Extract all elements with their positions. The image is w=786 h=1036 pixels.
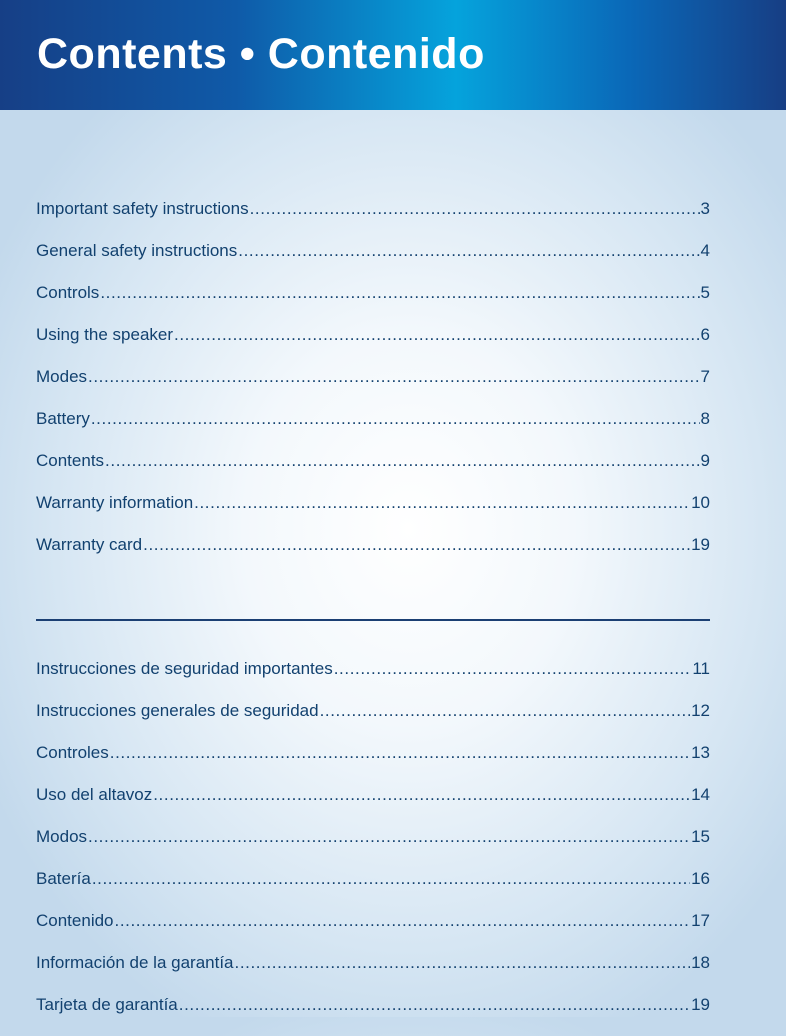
toc-entry-label: Tarjeta de garantía bbox=[36, 995, 178, 1014]
toc-entry[interactable] bbox=[36, 198, 710, 240]
toc-entry-label: Contents bbox=[36, 451, 105, 470]
section-divider bbox=[36, 619, 710, 621]
toc-entry-label: Important safety instructions bbox=[36, 199, 249, 218]
dot-leader bbox=[105, 450, 699, 472]
toc-entry-page: 4 bbox=[700, 241, 710, 260]
toc-entry-label: Batería bbox=[36, 869, 91, 888]
toc-entry[interactable] bbox=[36, 826, 710, 868]
toc-entry-label: Contenido bbox=[36, 911, 114, 930]
toc-entry-label: Información de la garantía bbox=[36, 953, 234, 972]
toc-entry[interactable] bbox=[36, 534, 710, 576]
toc-entry-label: Instrucciones de seguridad importantes bbox=[36, 659, 333, 678]
dot-leader bbox=[250, 198, 700, 220]
toc-entry-page: 5 bbox=[700, 283, 710, 302]
dot-leader bbox=[110, 742, 690, 764]
dot-leader bbox=[235, 952, 691, 974]
toc-entry-page: 10 bbox=[691, 493, 710, 512]
toc-entry-page: 19 bbox=[691, 995, 710, 1014]
toc-entry[interactable] bbox=[36, 868, 710, 910]
toc-entry-label: Controles bbox=[36, 743, 109, 762]
dot-leader bbox=[194, 492, 690, 514]
toc-entry-label: Warranty card bbox=[36, 535, 143, 554]
dot-leader bbox=[143, 534, 690, 556]
toc-entry[interactable] bbox=[36, 366, 710, 408]
dot-leader bbox=[88, 366, 700, 388]
page-title: Contents • Contenido bbox=[37, 30, 485, 78]
dot-leader bbox=[153, 784, 690, 806]
toc-entry-page: 13 bbox=[691, 743, 710, 762]
toc-entry[interactable] bbox=[36, 240, 710, 282]
toc-entry-label: Uso del altavoz bbox=[36, 785, 153, 804]
dot-leader bbox=[91, 408, 700, 430]
dot-leader bbox=[92, 868, 690, 890]
toc-entry[interactable] bbox=[36, 910, 710, 952]
toc-entry-label: Using the speaker bbox=[36, 325, 174, 344]
toc-entry[interactable] bbox=[36, 784, 710, 826]
toc-entry-label: Instrucciones generales de seguridad bbox=[36, 701, 319, 720]
dot-leader bbox=[179, 994, 690, 1016]
dot-leader bbox=[100, 282, 699, 304]
toc-entry[interactable] bbox=[36, 450, 710, 492]
toc-entry[interactable] bbox=[36, 994, 710, 1036]
toc-entry[interactable] bbox=[36, 700, 710, 742]
toc-entry-page: 6 bbox=[700, 325, 710, 344]
toc-entry-page: 12 bbox=[691, 701, 710, 720]
toc-entry[interactable] bbox=[36, 742, 710, 784]
toc-entry[interactable] bbox=[36, 408, 710, 450]
toc-entry-page: 8 bbox=[700, 409, 710, 428]
dot-leader bbox=[88, 826, 690, 848]
toc-entry-page: 19 bbox=[691, 535, 710, 554]
toc-entry-page: 3 bbox=[700, 199, 710, 218]
toc-spanish bbox=[36, 658, 710, 1036]
toc-entry-page: 17 bbox=[691, 911, 710, 930]
toc-entry-page: 16 bbox=[691, 869, 710, 888]
toc-entry[interactable] bbox=[36, 324, 710, 366]
dot-leader bbox=[238, 240, 699, 262]
toc-entry-page: 7 bbox=[700, 367, 710, 386]
toc-entry-label: General safety instructions bbox=[36, 241, 238, 260]
toc-entry-label: Battery bbox=[36, 409, 90, 428]
toc-entry-page: 11 bbox=[692, 659, 710, 678]
toc-entry[interactable] bbox=[36, 952, 710, 994]
toc-entry-label: Modos bbox=[36, 827, 88, 846]
toc-entry-label: Controls bbox=[36, 283, 100, 302]
toc-entry-label: Modes bbox=[36, 367, 88, 386]
toc-entry-page: 14 bbox=[691, 785, 710, 804]
toc-entry[interactable] bbox=[36, 492, 710, 534]
toc-english bbox=[36, 198, 710, 576]
toc-entry-page: 18 bbox=[691, 953, 710, 972]
dot-leader bbox=[174, 324, 700, 346]
toc-entry[interactable] bbox=[36, 282, 710, 324]
toc-entry-page: 15 bbox=[691, 827, 710, 846]
dot-leader bbox=[334, 658, 692, 680]
toc-entry-label: Warranty information bbox=[36, 493, 194, 512]
header-banner bbox=[0, 0, 786, 110]
dot-leader bbox=[320, 700, 691, 722]
toc-entry[interactable] bbox=[36, 658, 710, 700]
dot-leader bbox=[115, 910, 691, 932]
toc-entry-page: 9 bbox=[700, 451, 710, 470]
